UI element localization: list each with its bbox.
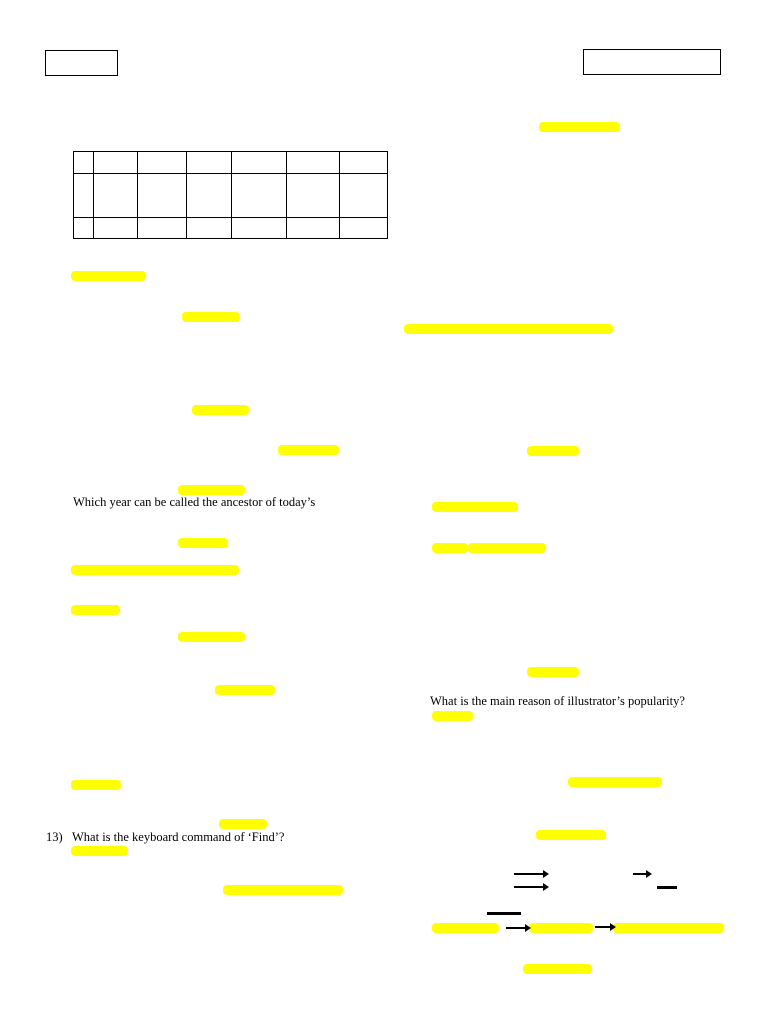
question-13-number: 13) [46,830,63,844]
highlight-redaction [539,122,620,132]
table-cell [94,152,138,174]
highlight-redaction [178,632,245,642]
arrow-right-icon [595,926,611,928]
table-cell [138,174,187,218]
table-cell [94,174,138,218]
highlight-redaction [613,923,724,933]
highlight-redaction [71,565,239,575]
highlight-redaction [278,445,339,455]
table-row [74,152,388,174]
highlight-redaction [529,923,593,933]
highlight-redaction [71,271,146,281]
highlight-redaction [527,446,579,456]
highlight-redaction [536,830,606,840]
highlight-redaction [432,543,468,553]
highlight-redaction [432,923,499,933]
highlight-redaction [223,885,343,895]
arrow-right-icon [514,873,544,875]
highlight-redaction [215,685,275,695]
highlight-redaction [468,543,546,553]
table-cell [232,174,287,218]
black-bar [657,886,677,889]
highlight-redaction [71,605,120,615]
answer-table [73,151,388,239]
table-row [74,174,388,218]
table-cell [74,174,94,218]
question-13: What is the keyboard command of ‘Find’? [72,830,285,844]
table-cell [287,174,340,218]
highlight-redaction [432,711,473,721]
arrow-right-icon [514,886,544,888]
table-cell [232,152,287,174]
table-cell [187,174,232,218]
table-cell [74,218,94,239]
table-cell [187,152,232,174]
table-cell [287,152,340,174]
highlight-redaction [404,324,613,334]
table-cell [340,218,388,239]
highlight-redaction [219,819,267,829]
highlight-redaction [71,780,121,790]
table-cell [138,152,187,174]
table-cell [187,218,232,239]
arrow-right-icon [506,927,526,929]
table-row [74,218,388,239]
name-box [45,50,118,76]
question-illustrator: What is the main reason of illustrator’s popularity? [430,694,685,708]
arrow-right-icon [633,873,647,875]
score-box [583,49,721,75]
highlight-redaction [527,667,579,677]
table-cell [138,218,187,239]
highlight-redaction [178,485,245,495]
highlight-redaction [182,312,240,322]
highlight-redaction [71,846,128,856]
highlight-redaction [192,405,249,415]
table-cell [287,218,340,239]
black-bar [487,912,521,915]
table-cell [74,152,94,174]
highlight-redaction [432,502,518,512]
table-cell [340,174,388,218]
highlight-redaction [178,538,228,548]
question-ancestor: Which year can be called the ancestor of today’s [73,495,316,509]
highlight-redaction [523,964,592,974]
table-cell [340,152,388,174]
table-cell [232,218,287,239]
highlight-redaction [568,777,662,787]
table-cell [94,218,138,239]
